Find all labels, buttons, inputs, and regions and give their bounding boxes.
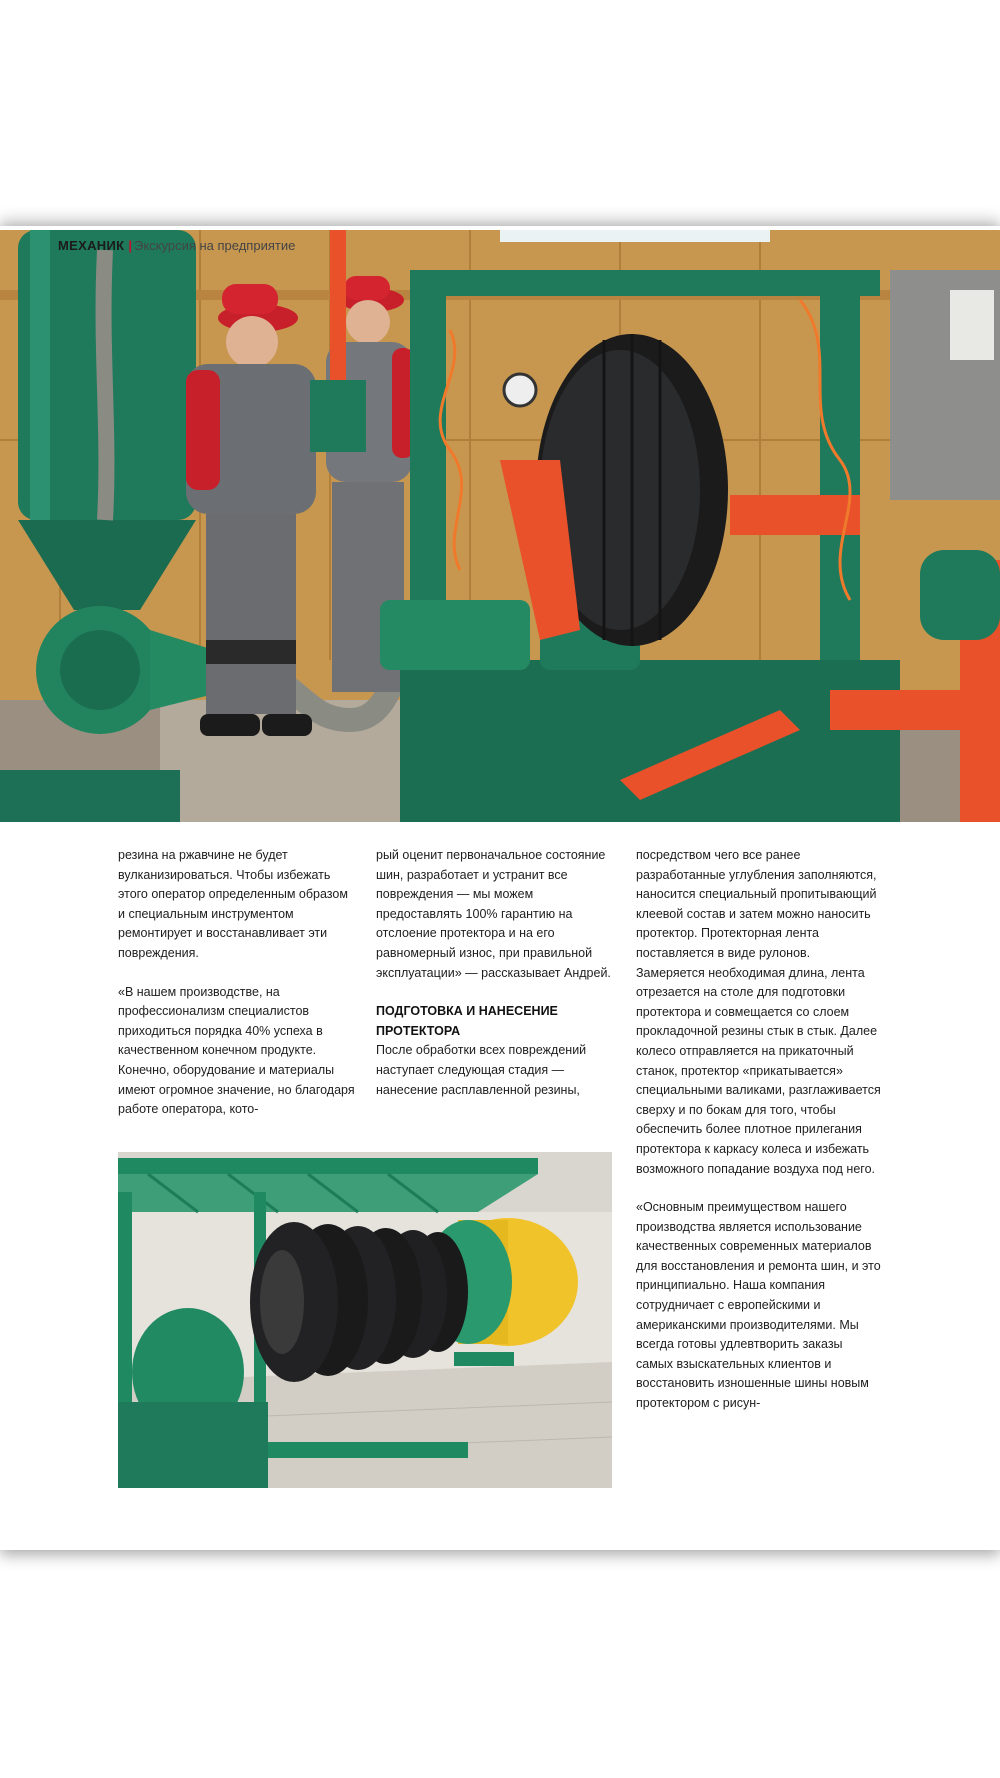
- text-column-2: [376, 846, 614, 1119]
- text-column-1: [118, 846, 358, 1139]
- running-head-topic: Экскурсия на предприятие: [133, 238, 296, 253]
- col2-paragraph-2: После обработки всех повреждений наступает следующая стадия — нанесение расплавленной резины,: [376, 1043, 587, 1097]
- col3-paragraph-1: посредством чего все ранее разработанные углубления заполняются, наносится специальный пропитывающий клеевой состав и затем можно наносить протектор. Протекторная лента поставляется в виде рулонов. Замеряется необходимая длина, лента отрезается на столе для подготовки протектора и совмещается со слоем прокладочной резины стык в стык. Далее колесо отправляется на прикаточный станок, протектор «прикатывается» специальными валиками, разглаживается сверху и по бокам для того, чтобы обеспечить более плотное прилегания протектора к каркасу колеса и избежать возможного попадание воздуха под него.: [636, 848, 881, 1176]
- magazine-page: [0, 226, 1000, 1550]
- tire-retreading-workshop-photo: [0, 230, 1000, 822]
- col2-paragraph-1: рый оценит первоначальное состояние шин, разработает и устранит все повреждения — мы можем предоставлять 100% гарантию на отслоение протектора и на его равномерный износ, при правильной эксплуатации» — рассказывает Андрей.: [376, 848, 611, 980]
- tire-vulcanization-line-photo: [118, 1152, 612, 1488]
- col1-paragraph-2: «В нашем производстве, на профессионализм специалистов приходиться порядка 40% успеха в качественном конечном продукте. Конечно, оборудование и материалы имеют огромное значение, но благодаря работе оператора, кото-: [118, 984, 355, 1117]
- running-head-separator: |: [128, 238, 132, 253]
- col3-paragraph-2: «Основным преимуществом нашего производства является использование качественных современных материалов для восстановления и ремонта шин, и это принципиально. Наша компания сотрудничает с европейскими и американскими производителями. Мы всегда готовы удлевтворить заказы самых взыскательных клиентов и восстановить изношенные шины новым протектором с рисун-: [636, 1200, 881, 1411]
- workshop-illustration: [0, 230, 1000, 822]
- vulcanization-illustration: [118, 1152, 612, 1488]
- running-head-section: МЕХАНИК: [58, 238, 125, 253]
- running-head: [58, 238, 295, 253]
- col1-paragraph-1: резина на ржавчине не будет вулканизироваться. Чтобы избежать этого оператор определенным образом и специальным инструментом ремонтирует и восстанавливает эти повреждения.: [118, 848, 348, 960]
- text-column-3: [636, 846, 882, 1433]
- section-heading: ПОДГОТОВКА И НАНЕСЕНИЕ ПРОТЕКТОРА: [376, 1004, 558, 1038]
